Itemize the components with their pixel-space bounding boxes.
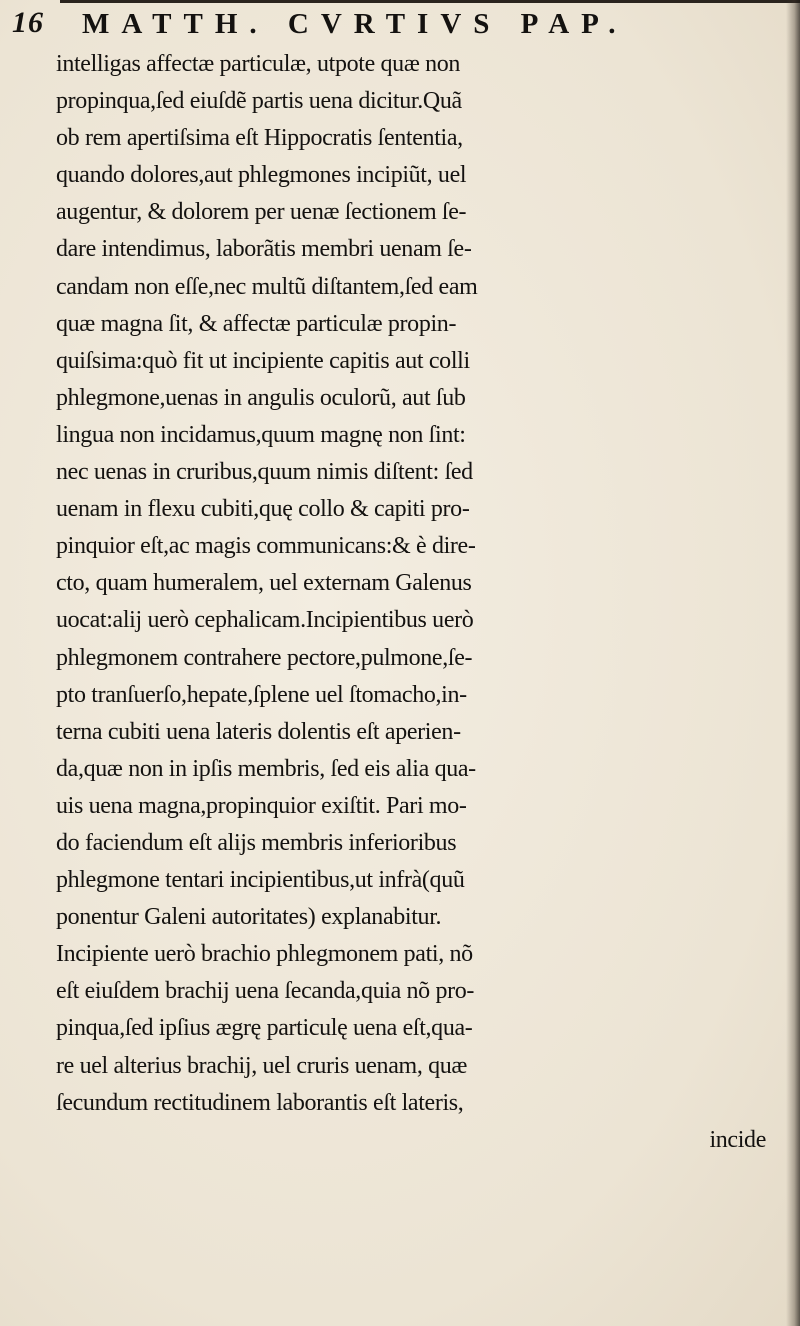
text-line: quando dolores,aut phlegmones incipiũt, uel	[56, 162, 467, 189]
text-line: cto, quam humeralem, uel externam Galenus	[56, 570, 472, 597]
text-line: uis uena magna,propinquior exiſtit. Pari mo-	[56, 792, 467, 819]
text-line: nec uenas in cruribus,quum nimis diſtent: ſed	[56, 459, 473, 486]
text-line: augentur, & dolorem per uenæ ſectionem ſe-	[56, 199, 467, 226]
text-line: candam non eſſe,nec multũ diſtantem,ſed eam	[56, 273, 478, 300]
page-header	[10, 2, 780, 46]
text-line: phlegmone tentari incipientibus,ut infrà(quũ	[56, 867, 465, 894]
text-line: ponentur Galeni autoritates) explanabitur.	[56, 904, 442, 931]
text-line: intelligas affectæ particulæ, utpote quæ non	[56, 51, 461, 77]
text-line: do faciendum eſt alijs membris inferioribus	[56, 829, 457, 856]
text-line: pinqua,ſed ipſius ægrę particulę uena eſt,qua-	[56, 1015, 473, 1042]
catchword: incide	[709, 1126, 766, 1153]
page-number: 16	[12, 6, 44, 39]
text-line: uocat:alij uerò cephalicam.Incipientibus uerò	[56, 607, 474, 634]
text-line: re uel alterius brachij, uel cruris uenam, quæ	[56, 1052, 468, 1079]
text-line: quiſsima:quò fit ut incipiente capitis aut colli	[56, 347, 470, 374]
text-line: ſecundum rectitudinem laborantis eſt lateris,	[56, 1089, 464, 1116]
running-head: MATTH. CVRTIVS PAP.	[82, 8, 628, 40]
text-line: quæ magna ſit, & affectæ particulæ propin-	[56, 310, 457, 337]
text-line: lingua non incidamus,quum magnę non ſint:	[56, 421, 466, 448]
text-line: phlegmonem contrahere pectore,pulmone,ſe-	[56, 644, 473, 671]
text-line: uenam in flexu cubiti,quę collo & capiti pro-	[56, 496, 470, 523]
text-line: eſt eiuſdem brachij uena ſecanda,quia nõ pro-	[56, 978, 475, 1005]
text-line: dare intendimus, laborãtis membri uenam ſe-	[56, 236, 472, 263]
page-edge-shadow	[786, 0, 800, 1326]
text-line: propinqua,ſed eiuſdẽ partis uena dicitur.Quã	[56, 88, 462, 115]
text-line: terna cubiti uena lateris dolentis eſt aperien-	[56, 718, 461, 745]
text-line: pto tranſuerſo,hepate,ſplene uel ſtomacho,in-	[56, 681, 467, 708]
text-line: phlegmone,uenas in angulis oculorũ, aut ſub	[56, 384, 466, 411]
body-text	[56, 46, 776, 1159]
text-line: Incipiente uerò brachio phlegmonem pati, nõ	[56, 941, 473, 968]
text-line: ob rem apertiſsima eſt Hippocratis ſententia,	[56, 125, 463, 152]
text-line: da,quæ non in ipſis membris, ſed eis alia qua-	[56, 755, 476, 782]
text-line: pinquior eſt,ac magis communicans:& è dire-	[56, 533, 476, 560]
